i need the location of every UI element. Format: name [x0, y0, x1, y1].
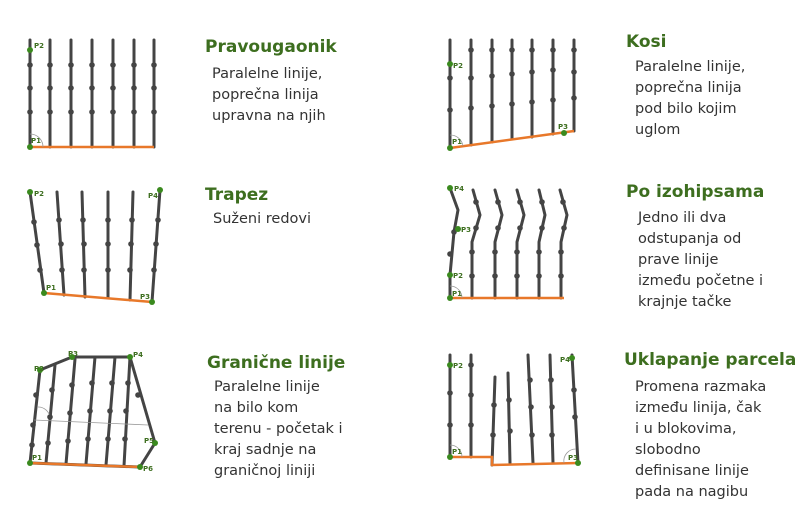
label-p1: P1 — [452, 448, 463, 456]
label-p2: P2 — [34, 365, 45, 373]
label-p2: P2 — [34, 190, 45, 198]
label-p2: P2 — [453, 272, 464, 280]
label-p1: P1 — [31, 137, 42, 145]
diagram-izohipse — [440, 180, 590, 310]
row-lines — [30, 40, 154, 147]
label-p1: P1 — [452, 290, 463, 298]
row-lines — [450, 40, 574, 148]
label-p3: P3 — [461, 226, 472, 234]
row-lines — [450, 355, 578, 465]
title-granicne: Granične linije — [207, 353, 346, 373]
diagram-pravougaonik — [20, 30, 170, 155]
label-p1: P1 — [46, 284, 57, 292]
label-p2: P2 — [453, 62, 464, 70]
label-p2: P2 — [34, 42, 45, 50]
label-p3: P3 — [568, 454, 579, 462]
label-p1: P1 — [452, 138, 463, 146]
label-p1: P1 — [32, 454, 43, 462]
label-p4: P4 — [133, 351, 144, 359]
diagram-uklapanje — [440, 345, 595, 480]
label-p3: P3 — [68, 350, 79, 358]
row-nodes — [29, 380, 141, 448]
desc-uklapanje: Promena razmaka između linija, čak i u blokovima, slobodno definisane linije pada na nagibu — [635, 379, 767, 500]
title-izohipse: Po izohipsama — [626, 182, 765, 202]
row-nodes — [447, 362, 578, 438]
title-trapez: Trapez — [205, 185, 269, 205]
diagram-granicne — [20, 345, 170, 480]
diagram-kosi — [440, 30, 590, 155]
desc-kosi: Paralelne linije, poprečna linija pod bilo kojim uglom — [635, 59, 746, 138]
baseline — [450, 457, 578, 465]
baseline — [44, 293, 152, 302]
row-nodes — [447, 199, 567, 279]
point-p2 — [27, 189, 33, 195]
diagram-trapez — [20, 180, 170, 310]
label-p5: P5 — [144, 437, 155, 445]
label-p6: P6 — [143, 465, 154, 473]
title-pravougaonik: Pravougaonik — [205, 37, 337, 57]
row-nodes — [31, 217, 161, 273]
point-p4 — [447, 185, 453, 191]
label-p4: P4 — [560, 356, 571, 364]
desc-granicne: Paralelne linije na bilo kom terenu - početak i kraj sadnje na graničnoj liniji — [214, 379, 343, 479]
point-p2 — [27, 47, 33, 53]
row-lines — [450, 188, 567, 298]
label-p3: P3 — [558, 123, 569, 131]
label-p4: P4 — [148, 192, 159, 200]
desc-pravougaonik: Paralelne linije, poprečna linija upravna na njih — [212, 66, 326, 124]
title-kosi: Kosi — [626, 32, 667, 52]
desc-trapez: Suženi redovi — [213, 211, 312, 227]
label-p4: P4 — [454, 185, 465, 193]
title-uklapanje: Uklapanje parcela — [624, 350, 797, 370]
desc-izohipse: Jedno ili dva odstupanja od prave linije između početne i krajnje tačke — [638, 210, 764, 310]
label-p3: P3 — [140, 293, 151, 301]
label-p2: P2 — [453, 362, 464, 370]
